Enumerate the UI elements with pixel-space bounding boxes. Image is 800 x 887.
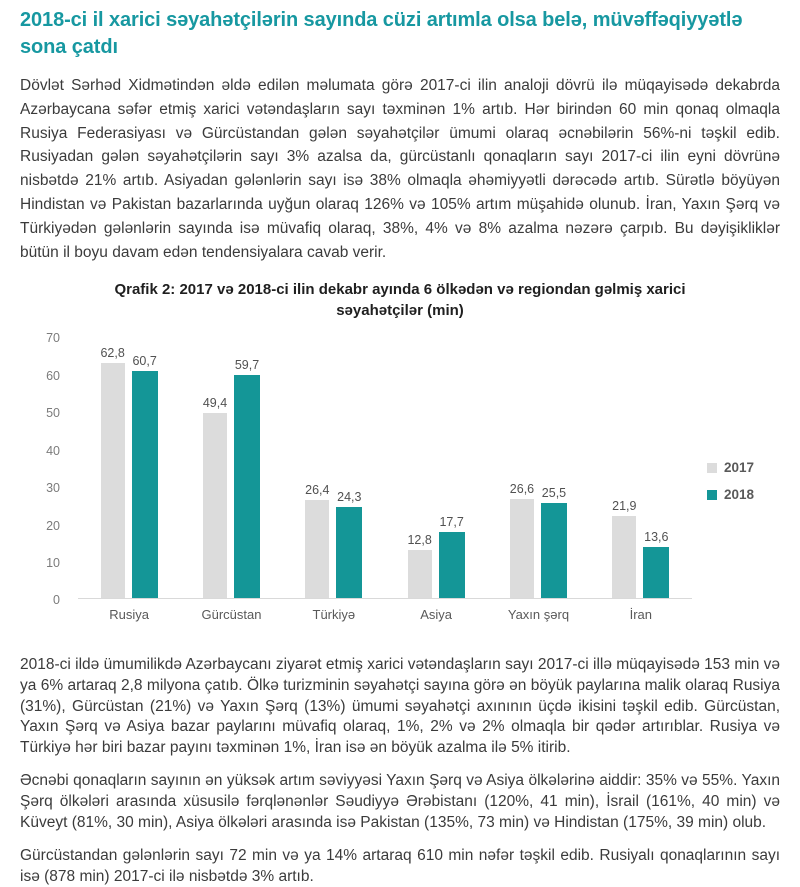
bar-value-label: 59,7	[234, 357, 260, 372]
bar-value-label: 13,6	[644, 530, 669, 545]
bar-2017-t-rkiy	[305, 482, 330, 599]
paragraph-georgia-russia: Gürcüstandan gələnlərin sayı 72 min və ya 14% artaraq 610 min nəfər təşkil edib. Rusiyalı qonaqlarının sayı isə (878 min) 2017-ci ilə nisbətdə 3% artıb.	[20, 847, 780, 885]
bar-2018-rusiya	[132, 354, 158, 598]
category-label: Rusiya	[109, 607, 150, 623]
bar-group-t-rkiy	[283, 336, 385, 623]
bar-value-label: 12,8	[407, 533, 432, 548]
legend-item-2018	[707, 487, 754, 502]
bar-2018-asiya	[439, 515, 465, 598]
bar-group-i-ran	[590, 336, 692, 623]
y-axis-tick-label: 50	[46, 406, 60, 421]
bar-group-yax-n-rq	[487, 336, 589, 623]
paragraph-growth: Əcnəbi qonaqların sayının ən yüksək artım səviyyəsi Yaxın Şərq və Asiya ölkələrinə aiddir: 35% və 55%. Yaxın Şərq ölkələri arasında xüsusilə fərqlənənlər Səudiyyə Ərəbistanı (120%, 41 min), İsrail (161%, 40 min) və Küveyt (81%, 30 min), Asiya ölkələri arasında isə Pakistan (135%, 73 min) və Hindistan (175%, 39 min) olub.	[20, 772, 780, 831]
bar-value-label: 26,6	[509, 481, 535, 496]
chart-title: Qrafik 2: 2017 və 2018-ci ilin dekabr ayında 6 ölkədən və regiondan gəlmiş xarici səyahətçilər (min)	[114, 281, 686, 319]
bar-2018-g-rc-stan	[234, 357, 260, 598]
y-axis-tick-label: 60	[46, 368, 60, 383]
legend-swatch-icon	[707, 490, 717, 500]
bar-value-label: 60,7	[132, 354, 157, 369]
bar-value-label: 49,4	[202, 396, 228, 411]
bar-2017-yax-n-rq	[509, 481, 535, 599]
bar-2018-t-rkiy	[336, 490, 362, 598]
plot-area	[78, 336, 692, 623]
bar-2018-yax-n-rq	[541, 485, 567, 598]
bar-value-label: 62,8	[100, 346, 125, 361]
legend-label: 2018	[723, 487, 754, 503]
bar-2018-i-ran	[643, 530, 669, 598]
category-label: Türkiyə	[312, 607, 356, 623]
bar-value-label: 17,7	[439, 515, 464, 530]
category-label: Yaxın şərq	[507, 607, 570, 623]
bar-group-asiya	[385, 336, 487, 623]
bar-value-label: 25,5	[541, 485, 567, 500]
paragraph-totals: 2018-ci ildə ümumilikdə Azərbaycanı ziyarət etmiş xarici vətəndaşların sayı 2017-ci illə müqayisədə 153 min və ya 6% artaraq 2,8 milyona çatıb. Ölkə turizminin səyahətçi sayına görə ən böyük paylarına malik olaraq Rusiya (31%), Gürcüstan (21%) və Yaxın Şərq (13%) ümumi səyahətçi axınının üçdə ikisini təşkil edib. Gürcüstan, Yaxın Şərq və Asiya bazar paylarını müvafiq olaraq, 1%, 2% və 2% olmaqla bir qədər artırıblar. Rusiya və Türkiyə hər biri bazar payını təxminən 1%, İran isə ən böyük azalma ilə 5% itirib.	[20, 656, 780, 756]
bar-2017-i-ran	[612, 499, 637, 598]
y-axis-tick-label: 30	[46, 481, 60, 496]
y-axis-tick-label: 40	[46, 443, 60, 458]
y-axis-tick-label: 0	[53, 593, 60, 608]
y-axis	[20, 331, 66, 629]
y-axis-tick-label: 20	[46, 518, 60, 533]
category-label: Gürcüstan	[201, 607, 262, 623]
paragraph-intro: Dövlət Sərhəd Xidmətindən əldə edilən məlumata görə 2017-ci ilin analoji dövrü ilə müqayisədə dekabrda Azərbaycana səfər etmiş xarici vətəndaşların sayı təxminən 1% artıb. Hər birindən 60 min qonaq olmaqla Rusiya Federasiyası və Gürcüstandan gələn səyahətçilər ümumi olaraq əcnəbilərin 56%-ni təşkil edib. Rusiyadan gələn səyahətçilərin sayı 3% azalsa da, gürcüstanlı qonaqların sayı 2017-ci ilin eyni dövrünə nisbətdə 21% artıb. Asiyadan gələnlərin sayı isə 38% olmaqla əhəmiyyətli dərəcədə artıb. Sürətlə böyüyən Hindistan və Pakistan bazarlarında uyğun olaraq 126% və 105% artım müşahidə olunub. İran, Yaxın Şərq və Türkiyədən gələnlərin sayında isə müvafiq olaraq, 38%, 4% və 8% azalma nəzərə çarpıb. Bu dəyişikliklər bütün il boyu davam edən tendensiyalara cavab verir.	[20, 77, 780, 261]
bar-value-label: 21,9	[612, 499, 637, 514]
legend-label: 2017	[723, 460, 754, 476]
legend-item-2017	[707, 460, 754, 475]
article-title: 2018-ci il xarici səyahətçilərin sayında cüzi artımla olsa belə, müvəffəqiyyətlə sona çatdı	[20, 9, 743, 58]
y-axis-tick-label: 10	[46, 555, 60, 570]
chart-legend	[707, 460, 754, 502]
bar-chart	[20, 331, 780, 629]
bar-2017-g-rc-stan	[202, 396, 228, 598]
bar-group-rusiya	[78, 336, 180, 623]
y-axis-tick-label: 70	[46, 331, 60, 346]
bar-group-g-rc-stan	[180, 336, 282, 623]
legend-swatch-icon	[707, 463, 717, 473]
bar-value-label: 26,4	[305, 482, 330, 497]
category-label: Asiya	[420, 607, 453, 623]
bar-value-label: 24,3	[337, 490, 362, 505]
category-label: İran	[629, 607, 652, 623]
bar-2017-asiya	[407, 533, 432, 598]
bar-2017-rusiya	[100, 346, 125, 598]
